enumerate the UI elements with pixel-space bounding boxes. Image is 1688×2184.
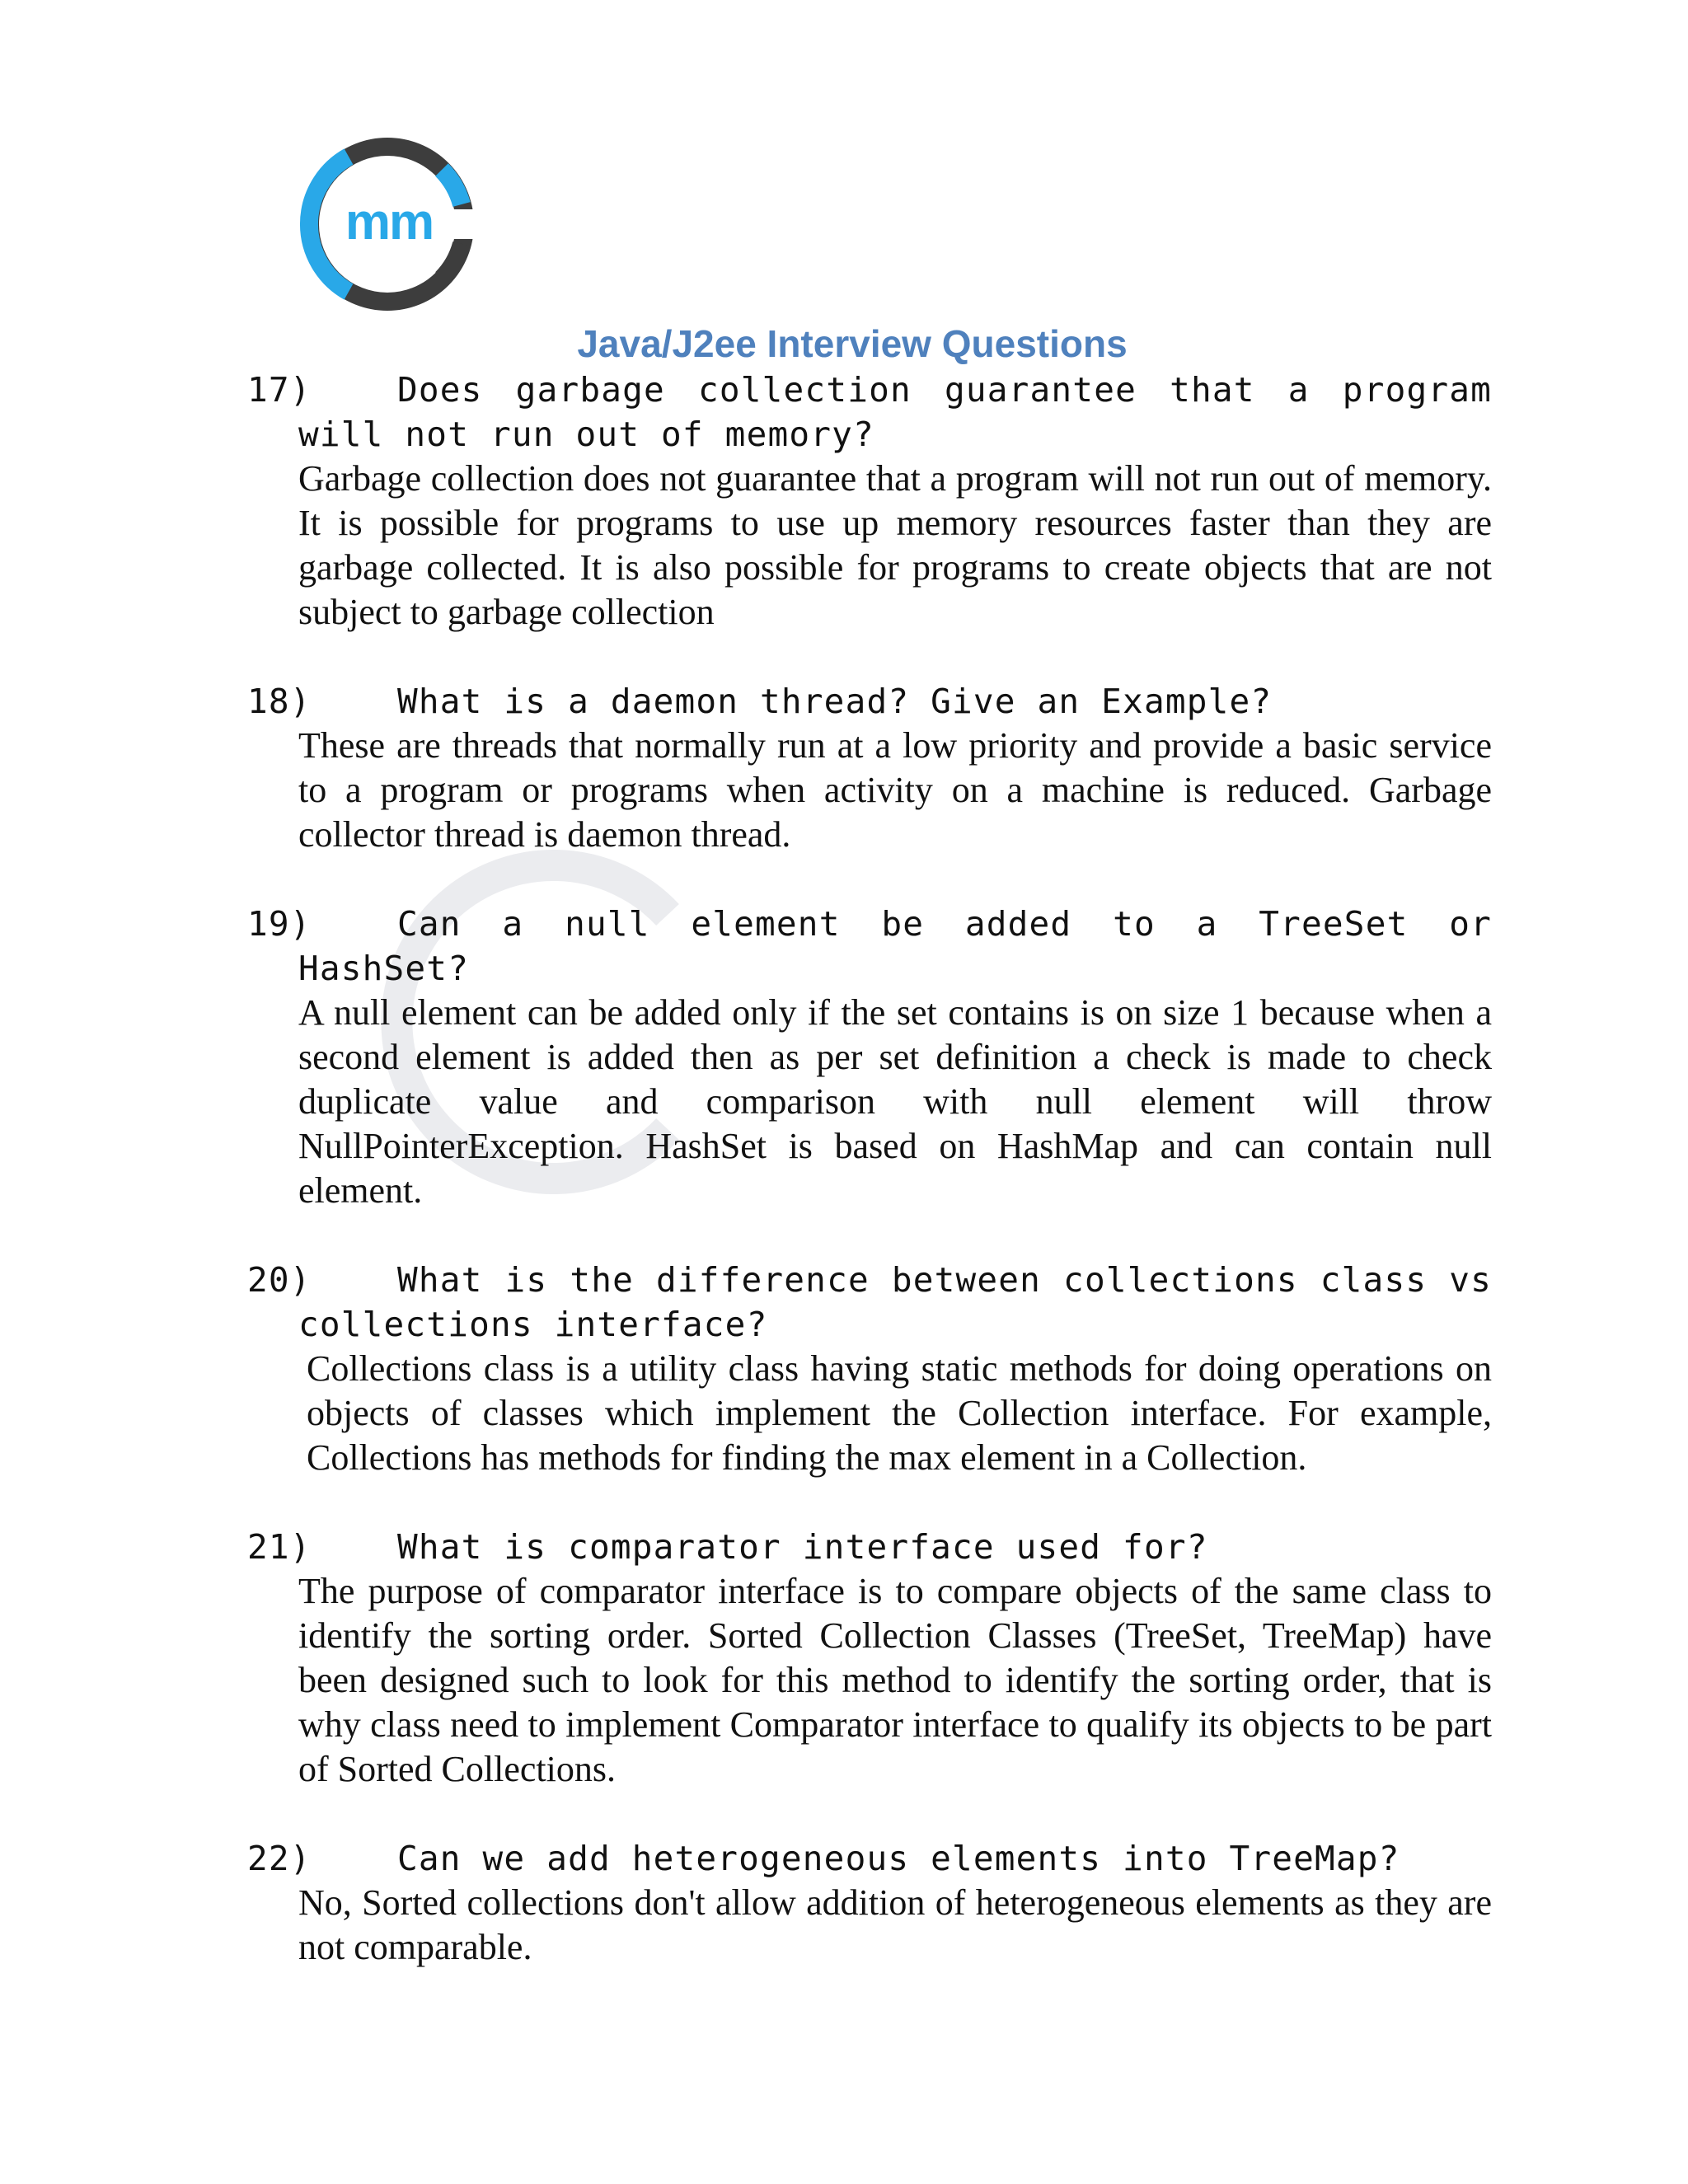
qa-item-21	[247, 1525, 1492, 1792]
qa-item-22	[247, 1836, 1492, 1970]
qa-item-20	[247, 1258, 1492, 1480]
question-heading	[247, 902, 1492, 991]
question-number: 17)	[247, 370, 312, 410]
qa-item-19	[247, 902, 1492, 1213]
question-heading	[247, 1258, 1492, 1347]
question-text: Does garbage collection guarantee that a program will not run out of memory?	[298, 370, 1492, 454]
question-number: 19)	[247, 904, 312, 944]
question-number: 18)	[247, 682, 312, 721]
answer-text: A null element can be added only if the set contains is on size 1 because when a second element is added then as per set definition a check is made to check duplicate value and comparison with null element will throw NullPointerException. HashSet is based on HashMap and can contain null element.	[298, 992, 1492, 1211]
question-text: Can we add heterogeneous elements into TreeMap?	[397, 1839, 1400, 1878]
document-title: Java/J2ee Interview Questions	[577, 322, 1128, 365]
answer-text: Collections class is a utility class having static methods for doing operations on objects of classes which implement the Collection interface. For example, Collections has methods for finding the max element in a Collection.	[307, 1348, 1492, 1478]
question-heading	[247, 1525, 1492, 1569]
answer-text: The purpose of comparator interface is to compare objects of the same class to identify the sorting order. Sorted Collection Classes (TreeSet, TreeMap) have been designed such to look for this method to identify the sorting order, that is why class need to implement Comparator interface to qualify its objects to be part of Sorted Collections.	[298, 1571, 1492, 1789]
answer-text: Garbage collection does not guarantee that a program will not run out of memory. It is possible for programs to use up memory resources faster than they are garbage collected. It is also possible for programs to create objects that are not subject to garbage collection	[298, 458, 1492, 632]
question-text: Can a null element be added to a TreeSet or HashSet?	[298, 904, 1492, 988]
question-heading	[247, 679, 1492, 724]
question-text: What is the difference between collections class vs collections interface?	[298, 1260, 1492, 1344]
logo-text: mm	[345, 194, 434, 251]
answer-text: No, Sorted collections don't allow addition of heterogeneous elements as they are not comparable.	[298, 1882, 1492, 1967]
question-text: What is comparator interface used for?	[397, 1527, 1208, 1567]
question-text: What is a daemon thread? Give an Example?	[397, 682, 1273, 721]
question-number: 22)	[247, 1839, 312, 1878]
qa-item-18	[247, 679, 1492, 857]
question-heading	[247, 368, 1492, 457]
question-heading	[247, 1836, 1492, 1881]
question-number: 21)	[247, 1527, 312, 1567]
brand-logo	[297, 134, 478, 315]
qa-list	[247, 368, 1492, 2014]
question-number: 20)	[247, 1260, 312, 1300]
qa-item-17	[247, 368, 1492, 635]
answer-text: These are threads that normally run at a low priority and provide a basic service to a program or programs when activity on a machine is reduced. Garbage collector thread is daemon thread.	[298, 725, 1492, 855]
